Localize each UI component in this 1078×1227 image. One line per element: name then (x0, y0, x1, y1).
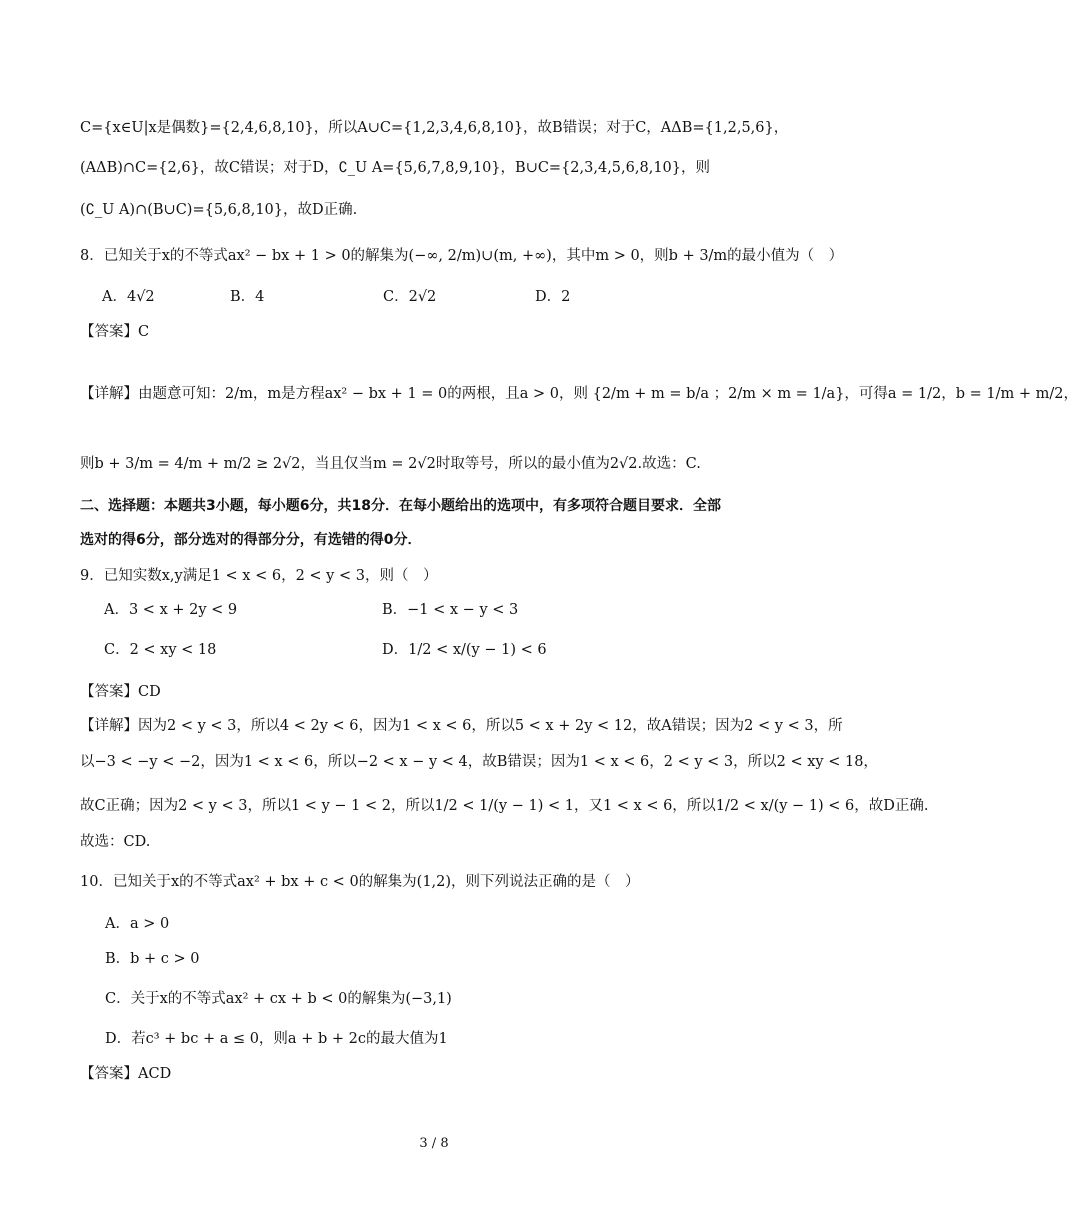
detail-text: 【详解】由题意可知：2/m，m是方程ax² − bx + 1 = 0的两根，且a > 0，则 {2/m + m = b/a ；2/m × m = 1/a}，可得a = 1/2，b = 1/m + m/2， (80, 386, 1078, 402)
option-b: B．4 (230, 289, 265, 305)
detail-text: 以−3 < −y < −2，因为1 < x < 6，所以−2 < x − y < 4，故B错误；因为1 < x < 6，2 < y < 3，所以2 < xy < 18， (80, 754, 878, 770)
option-a: A．3 < x + 2y < 9 (104, 602, 238, 618)
question-10-stem: 10．已知关于x的不等式ax² + bx + c < 0的解集为(1,2)，则下列说法正确的是（ ） (80, 874, 640, 890)
option-d: D．若c³ + bc + a ≤ 0，则a + b + 2c的最大值为1 (105, 1031, 448, 1047)
option-a: A．4√2 (102, 289, 155, 305)
text-line: C={x∈U|x是偶数}={2,4,6,8,10}，所以A∪C={1,2,3,4,6,8,10}，故B错误；对于C，AΔB={1,2,5,6}， (80, 120, 789, 136)
detail-text: 【详解】因为2 < y < 3，所以4 < 2y < 6，因为1 < x < 6，所以5 < x + 2y < 12，故A错误；因为2 < y < 3，所 (80, 718, 843, 734)
text-line: (∁_U A)∩(B∪C)={5,6,8,10}，故D正确. (80, 202, 358, 218)
question-8-stem: 8．已知关于x的不等式ax² − bx + 1 > 0的解集为(−∞, 2/m)∪(m, +∞)，其中m > 0，则b + 3/m的最小值为（ ） (80, 248, 844, 264)
page-number: 3 / 8 (419, 1136, 449, 1151)
option-d: D．2 (535, 289, 571, 305)
detail-text: 则b + 3/m = 4/m + m/2 ≥ 2√2，当且仅当m = 2√2时取等号，所以的最小值为2√2.故选：C. (80, 456, 701, 472)
section-heading: 二、选择题：本题共3小题，每小题6分，共18分．在每小题给出的选项中，有多项符合题目要求．全部 (80, 498, 721, 514)
detail-text: 故选：CD. (80, 834, 151, 850)
answer-label: 【答案】C (80, 324, 150, 340)
option-c: C．2 < xy < 18 (104, 642, 217, 658)
answer-label: 【答案】ACD (80, 1066, 172, 1082)
option-c: C．2√2 (383, 289, 437, 305)
question-9-stem: 9．已知实数x,y满足1 < x < 6，2 < y < 3，则（ ） (80, 568, 438, 584)
option-b: B．−1 < x − y < 3 (382, 602, 519, 618)
answer-label: 【答案】CD (80, 684, 161, 700)
option-b: B．b + c > 0 (105, 951, 200, 967)
option-d: D．1/2 < x/(y − 1) < 6 (382, 642, 547, 658)
option-a: A．a > 0 (105, 916, 170, 932)
option-c: C．关于x的不等式ax² + cx + b < 0的解集为(−3,1) (105, 991, 452, 1007)
detail-text: 故C正确；因为2 < y < 3，所以1 < y − 1 < 2，所以1/2 < 1/(y − 1) < 1，又1 < x < 6，所以1/2 < x/(y − 1) < 6，故D正确. (80, 798, 929, 814)
section-heading: 选对的得6分，部分选对的得部分分，有选错的得0分． (80, 532, 422, 548)
text-line: (AΔB)∩C={2,6}，故C错误；对于D，∁_U A={5,6,7,8,9,10}，B∪C={2,3,4,5,6,8,10}，则 (80, 160, 710, 176)
